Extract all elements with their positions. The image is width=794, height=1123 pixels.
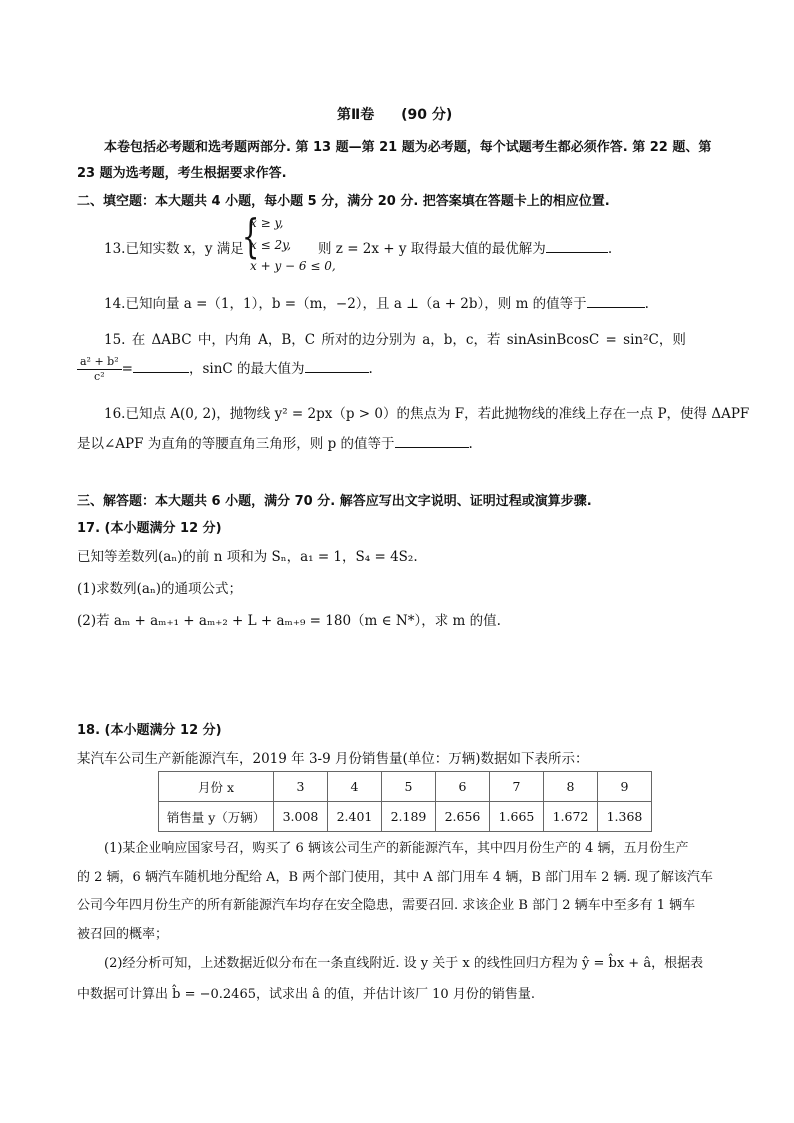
q18-p1-line1: (1)某企业响应国家号召，购买了 6 辆该公司生产的新能源汽车，其中四月份生产的 4 辆，五月份生产 [104,841,689,856]
q15-answer-blank-2[interactable] [305,360,369,373]
q13-constraint-1: x ≥ y, [250,216,284,230]
q14-text: 14.已知向量 a =（1，1），b =（m，−2），且 a ⊥（a + 2b），则 m 的值等于 [104,296,587,312]
q18-p1-line3: 公司今年四月份生产的所有新能源汽车均存在安全隐患，需要召回. 求该企业 B 部门 2 辆车中至多有 1 辆车 [77,898,696,913]
q15-answer-blank-1[interactable] [133,360,189,373]
q14-answer-blank[interactable] [587,295,645,308]
q15-equals: = [121,361,133,377]
table-cell-month: 6 [436,772,490,802]
q18-p2-line2: 中数据可计算出 b̂ = −0.2465，试求出 â 的值，并估计该厂 10 月份的销售量. [77,987,535,1002]
q17-sub1: (1)求数列(aₙ)的通项公式； [77,581,243,597]
table-row [159,802,652,832]
q14 [104,292,649,312]
table-cell-month: 7 [490,772,544,802]
q16-line1: 16.已知点 A(0, 2)，抛物线 y² = 2px（p > 0）的焦点为 F，若此抛物线的准线上存在一点 P，使得 ΔAPF [104,406,750,422]
table-header-month: 月份 x [159,772,274,802]
q16-line2 [77,432,473,452]
q15-fraction [77,355,122,384]
q15-end: . [368,361,373,377]
q13-prefix: 13.已知实数 x，y 满足 [104,241,244,257]
q14-end: . [644,296,649,312]
table-cell-month: 4 [328,772,382,802]
q13-end: . [607,241,613,257]
q13-answer-blank[interactable] [546,240,608,253]
q15-line1: 15. 在 ΔABC 中，内角 A，B，C 所对的边分别为 a，b，c，若 sinAsinBcosC = sin²C，则 [104,332,686,348]
q16-end: . [468,436,473,452]
table-cell-sales: 3.008 [274,802,328,832]
part3-heading: 三、解答题：本大题共 6 小题，满分 70 分. 解答应写出文字说明、证明过程或演算步骤. [77,494,592,509]
q13-constraint-2: x ≤ 2y, [250,238,292,252]
table-cell-sales: 2.401 [328,802,382,832]
q18-p1-line2: 的 2 辆，6 辆汽车随机地分配给 A，B 两个部门使用，其中 A 部门用车 4 辆，B 部门用车 2 辆. 现了解该汽车 [77,870,713,885]
q16-answer-blank[interactable] [395,435,469,448]
q15-fraction-numerator: a² + b² [77,355,122,370]
q13-constraint-3: x + y − 6 ≤ 0, [250,259,336,273]
section-intro-line1: 本卷包括必考题和选考题两部分. 第 13 题—第 21 题为必考题，每个试题考生都必须作答. 第 22 题、第 [104,140,712,155]
q15-fraction-denominator: c² [94,370,105,383]
q15-mid2: ，sinC 的最大值为 [188,361,305,377]
q18-p1-line4: 被召回的概率； [77,927,169,942]
table-cell-month: 8 [544,772,598,802]
table-cell-sales: 2.656 [436,802,490,832]
table-cell-sales: 1.665 [490,802,544,832]
q16-line2-text: 是以∠APF 为直角的等腰直角三角形，则 p 的值等于 [77,436,395,452]
q17-sub2: (2)若 aₘ + aₘ₊₁ + aₘ₊₂ + L + aₘ₊₉ = 180（m ∈ N*），求 m 的值. [77,613,501,629]
table-cell-sales: 2.189 [382,802,436,832]
table-cell-sales: 1.368 [598,802,652,832]
table-row [159,772,652,802]
part2-heading: 二、填空题：本大题共 4 小题，每小题 5 分，满分 20 分. 把答案填在答题卡上的相应位置. [77,194,610,209]
q18-p2-line1: (2)经分析可知，上述数据近似分布在一条直线附近. 设 y 关于 x 的线性回归方程为 ŷ = b̂x + â，根据表 [104,956,704,971]
q15-line2 [77,355,373,384]
table-header-sales: 销售量 y（万辆） [159,802,274,832]
q13-brace: { [241,209,260,263]
q18-stem: 某汽车公司生产新能源汽车，2019 年 3-9 月份销售量(单位：万辆)数据如下表所示： [77,751,589,767]
table-cell-month: 3 [274,772,328,802]
section-score: (90 分) [401,107,453,123]
section-title [337,104,452,124]
q18-title: 18. (本小题满分 12 分) [77,723,222,738]
table-cell-month: 9 [598,772,652,802]
table-cell-sales: 1.672 [544,802,598,832]
section-title-text: 第Ⅱ卷 [337,107,375,123]
q13-suffix-text: 则 z = 2x + y 取得最大值的最优解为 [318,241,546,257]
section-intro-line2: 23 题为选考题，考生根据要求作答. [77,166,287,181]
sales-table [158,771,652,832]
q17-title: 17. (本小题满分 12 分) [77,521,222,536]
table-cell-month: 5 [382,772,436,802]
q17-stem: 已知等差数列(aₙ)的前 n 项和为 Sₙ，a₁ = 1，S₄ = 4S₂. [77,549,418,565]
q13-suffix [318,237,612,257]
